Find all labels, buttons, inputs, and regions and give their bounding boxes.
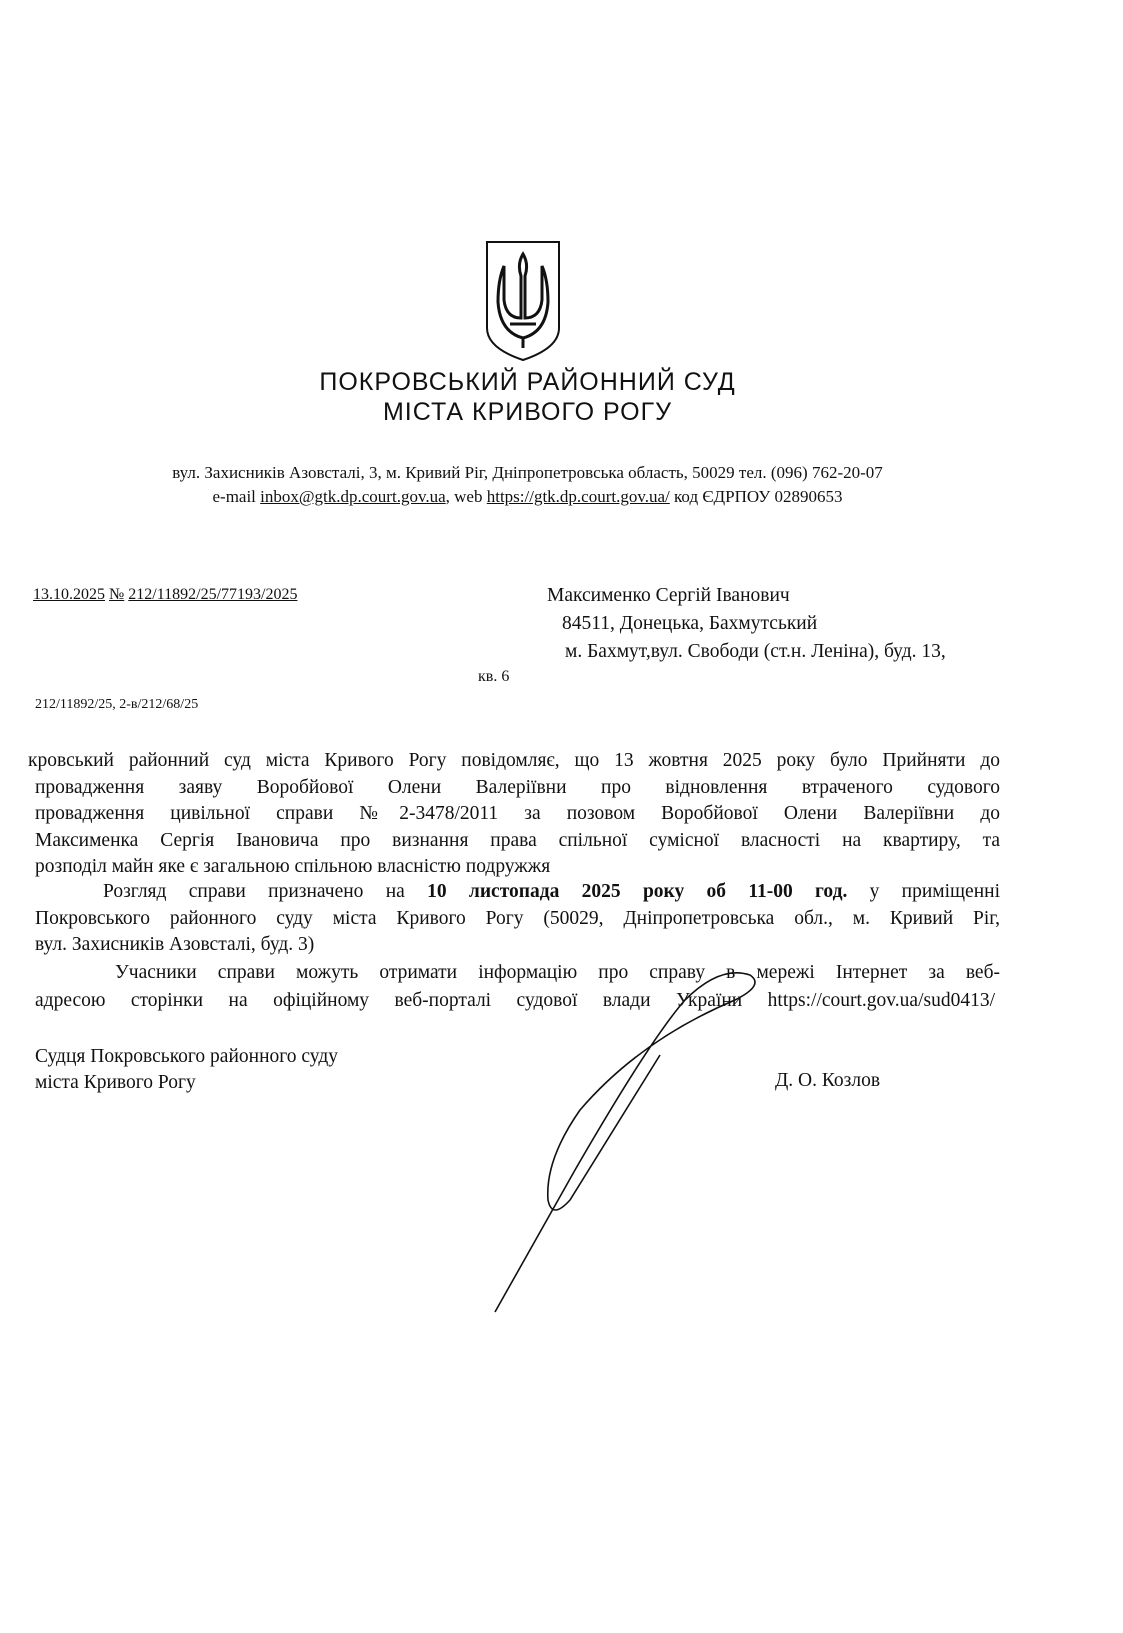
recipient-address-3: кв. 6: [478, 668, 510, 685]
court-name-line1: ПОКРОВСЬКИЙ РАЙОННИЙ СУД: [319, 368, 736, 396]
body-line: кровський районний суд міста Кривого Рогу повідомляє, що 13 жовтня 2025 року було Прийняти до: [28, 750, 1000, 771]
email-label: e-mail: [212, 487, 256, 506]
body-line: розподіл майн яке є загальною спільною власністю подружжя: [35, 856, 551, 877]
web-link[interactable]: https://gtk.dp.court.gov.ua/: [486, 487, 670, 506]
outgoing-number: [33, 586, 297, 604]
outgoing-number-value: 212/11892/25/77193/2025: [128, 586, 298, 603]
case-reference: 212/11892/25, 2-в/212/68/25: [35, 697, 199, 712]
number-label: №: [109, 586, 125, 603]
edrpou-code: код ЄДРПОУ 02890653: [674, 487, 843, 506]
coat-of-arms-icon: [484, 240, 562, 362]
recipient-name: Максименко Сергій Іванович: [547, 585, 790, 606]
hearing-text-end: у приміщенні: [847, 881, 1000, 902]
hearing-line: [103, 880, 1000, 904]
recipient-address-2: м. Бахмут,вул. Свободи (ст.н. Леніна), буд. 13,: [565, 641, 946, 662]
email-link[interactable]: inbox@gtk.dp.court.gov.ua: [260, 487, 446, 506]
hearing-text: Розгляд справи призначено на: [103, 881, 428, 902]
body-line: вул. Захисників Азовсталі, буд. 3): [35, 934, 315, 955]
judge-name: Д. О. Козлов: [775, 1070, 881, 1091]
body-line: Максименка Сергія Івановича про визнання права спільної сумісної власності на квартиру, та: [35, 830, 1000, 851]
web-label: web: [454, 487, 483, 506]
recipient-address-1: 84511, Донецька, Бахмутський: [562, 613, 818, 634]
outgoing-date: 13.10.2025: [33, 586, 105, 603]
court-contacts: e-mail inbox@gtk.dp.court.gov.ua, web https://gtk.dp.court.gov.ua/ код ЄДРПОУ 02890653: [212, 487, 843, 506]
body-line: Покровського районного суду міста Кривого Рогу (50029, Дніпропетровська обл., м. Кривий Ріг,: [35, 908, 1000, 929]
hearing-datetime: 10 листопада 2025 року об 11-00 год.: [427, 881, 848, 902]
body-line: адресою сторінки на офіційному веб-порталі судової влади України https://court.gov.ua/sud0413/: [35, 990, 995, 1011]
signatory-position-1: Судця Покровського районного суду: [35, 1046, 339, 1067]
body-line: провадження заяву Воробйової Олени Валеріївни про відновлення втраченого судового: [35, 777, 1000, 798]
handwritten-signature: [480, 960, 780, 1320]
body-line: провадження цивільної справи №2-3478/2011 за позовом Воробйової Олени Валеріївни до: [35, 803, 1000, 824]
signatory-position-2: міста Кривого Рогу: [35, 1072, 196, 1093]
court-address: вул. Захисників Азовсталі, 3, м. Кривий Ріг, Дніпропетровська область, 50029 тел. (096) 762-20-07: [172, 463, 883, 482]
body-line: Учасники справи можуть отримати інформацію про справу в мережі Інтернет за веб-: [115, 962, 1000, 983]
court-name-line2: МІСТА КРИВОГО РОГУ: [382, 398, 673, 426]
